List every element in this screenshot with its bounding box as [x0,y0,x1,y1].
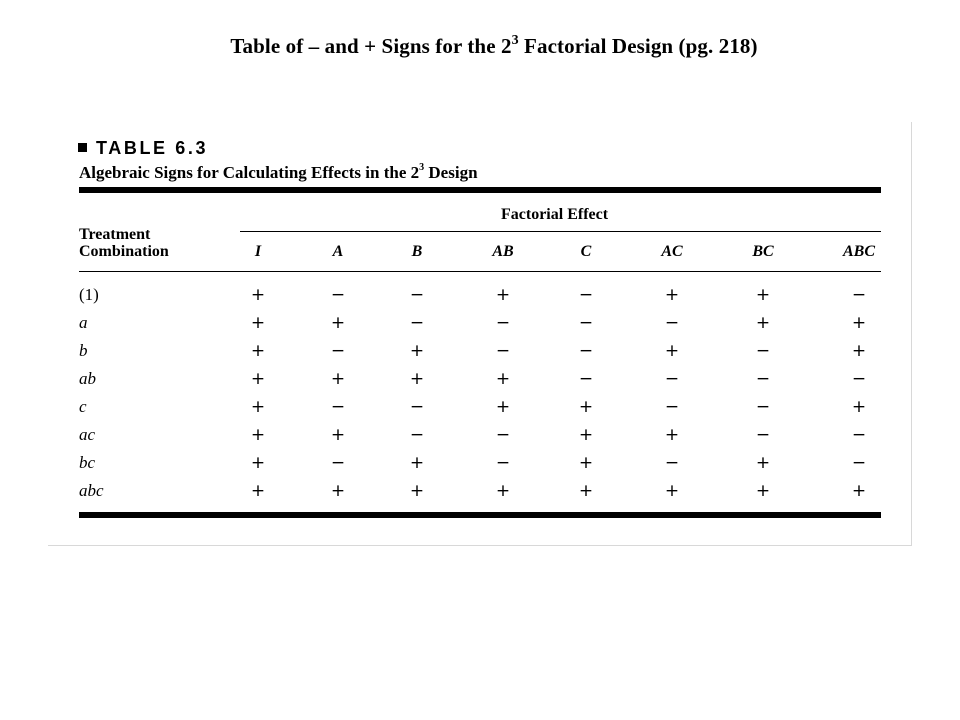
sign-cell: − [409,425,425,445]
row-label: b [79,341,88,360]
sign-cell: + [330,369,346,389]
column-header-b: B [411,243,423,260]
sign-cell: + [664,341,680,361]
sign-cell: − [851,425,867,445]
sign-cell: + [495,285,511,305]
column-header-i: I [254,243,262,260]
table-figure [48,122,912,546]
sign-cell: + [755,481,771,501]
row-label: bc [79,453,96,472]
sign-cell: − [330,453,346,473]
sign-cell: − [578,369,594,389]
sign-cell: − [664,313,680,333]
row-label: c [79,397,87,416]
sign-cell: + [578,397,594,417]
sign-cell: + [495,369,511,389]
sign-cell: − [409,397,425,417]
sign-cell: + [851,341,867,361]
row-header-line1: Treatment [79,226,151,243]
column-header-a: A [332,243,344,260]
sign-cell: + [250,285,266,305]
sign-cell: − [755,425,771,445]
row-header [79,226,169,260]
sign-cell: + [409,341,425,361]
sign-cell: + [250,397,266,417]
sign-cell: + [664,425,680,445]
table-caption [79,163,478,183]
column-header-c: C [580,243,592,260]
slide-title-exponent: 3 [511,33,519,48]
sign-cell: + [578,453,594,473]
top-rule [79,187,881,193]
sign-cell: + [851,313,867,333]
sign-cell: + [664,481,680,501]
sign-cell: + [409,453,425,473]
row-label: ab [79,369,96,388]
square-bullet-icon [78,143,87,152]
row-label: abc [79,481,104,500]
sign-cell: − [755,369,771,389]
sign-cell: + [250,425,266,445]
bottom-rule [79,512,881,518]
sign-cell: + [495,397,511,417]
sign-cell: − [495,341,511,361]
table-caption-main: Algebraic Signs for Calculating Effects in the 2 [79,163,420,182]
row-label: (1) [79,285,99,304]
sign-cell: + [755,453,771,473]
sign-cell: + [409,481,425,501]
sign-cell: − [755,341,771,361]
sign-cell: − [755,397,771,417]
sign-cell: + [495,481,511,501]
row-header-line2: Combination [79,243,169,260]
sign-cell: − [664,397,680,417]
row-label: ac [79,425,96,444]
sign-cell: + [851,397,867,417]
sign-cell: − [664,369,680,389]
slide-title-rest: Factorial Design (pg. 218) [518,34,758,58]
sign-cell: − [578,341,594,361]
table-number [78,138,208,159]
sign-cell: + [409,369,425,389]
sign-cell: − [578,285,594,305]
sign-cell: + [330,481,346,501]
slide-title-main: Table of – and + Signs for the 2 [230,34,512,58]
sign-cell: − [330,341,346,361]
sign-cell: − [409,313,425,333]
sign-cell: − [851,285,867,305]
sign-cell: + [755,313,771,333]
sign-cell: + [330,313,346,333]
header-rule [79,271,881,272]
sign-cell: − [664,453,680,473]
sign-cell: − [578,313,594,333]
sign-cell: + [755,285,771,305]
group-rule [240,231,881,232]
column-header-ac: AC [661,243,683,260]
sign-cell: − [851,369,867,389]
sign-cell: + [250,341,266,361]
sign-cell: + [250,481,266,501]
row-label: a [79,313,88,332]
sign-cell: + [330,425,346,445]
sign-cell: + [250,313,266,333]
sign-cell: − [495,425,511,445]
table-caption-rest: Design [424,163,478,182]
sign-cell: − [330,397,346,417]
sign-cell: + [664,285,680,305]
column-header-ab: AB [492,243,514,260]
sign-cell: − [851,453,867,473]
slide-title [0,34,960,59]
sign-cell: − [495,453,511,473]
sign-cell: + [578,425,594,445]
column-header-abc: ABC [842,243,875,260]
sign-cell: − [409,285,425,305]
column-header-bc: BC [752,243,774,260]
table-number-text: TABLE 6.3 [96,138,209,158]
sign-cell: + [250,453,266,473]
group-header: Factorial Effect [501,206,609,223]
sign-cell: − [330,285,346,305]
sign-cell: + [578,481,594,501]
table-caption-exponent: 3 [419,162,425,174]
sign-cell: + [851,481,867,501]
sign-cell: − [495,313,511,333]
sign-cell: + [250,369,266,389]
